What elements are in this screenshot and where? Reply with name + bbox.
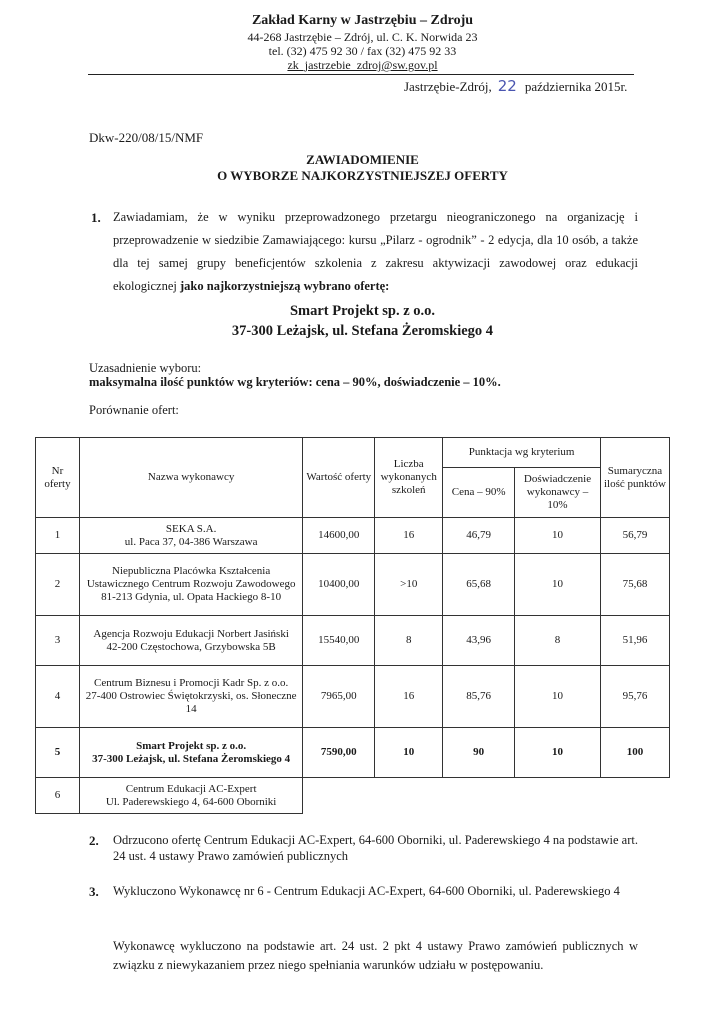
section-2-text: Odrzucono ofertę Centrum Edukacji AC-Expert, 64-600 Oborniki, ul. Paderewskiego 4 na podstawie art. 24 ust. 4 ustawy Prawo zamówień publicznych <box>113 833 638 863</box>
section-3-text: Wykluczono Wykonawcę nr 6 - Centrum Edukacji AC-Expert, 64-600 Oborniki, ul. Paderewskiego 4 <box>113 884 620 898</box>
row-total: 95,76 <box>600 666 669 728</box>
row-experience: 10 <box>515 666 601 728</box>
institution-phone: tel. (32) 475 92 30 / fax (32) 475 92 33 <box>268 44 457 58</box>
header-name: Nazwa wykonawcy <box>79 438 302 518</box>
section-2-number: 2. <box>89 833 99 848</box>
row-contractor <box>79 778 302 814</box>
row-contractor <box>79 554 302 616</box>
table-row <box>36 616 670 666</box>
row-nr: 1 <box>36 518 80 554</box>
contractor-name: Centrum Edukacji AC-Expert <box>125 782 257 795</box>
row-nr: 6 <box>36 778 80 814</box>
row-contractor <box>79 728 302 778</box>
row-value: 14600,00 <box>303 518 375 554</box>
row-price: 43,96 <box>443 616 515 666</box>
document-subtitle: O WYBORZE NAJKORZYSTNIEJSZEJ OFERTY <box>217 168 508 183</box>
justification-label: Uzasadnienie wyboru: <box>89 361 202 375</box>
contractor-address: ul. Paca 37, 04-386 Warszawa <box>124 535 258 548</box>
place-city: Jastrzębie-Zdrój, <box>404 79 492 94</box>
row-contractor <box>79 518 302 554</box>
section-1 <box>91 206 638 298</box>
section-3-detail: Wykonawcę wykluczono na podstawie art. 24 ust. 2 pkt 4 ustawy Prawo zamówień publicznych w związku z niewykazaniem przez niego spełniania warunków udziału w postępowaniu. <box>113 939 638 972</box>
row-nr: 5 <box>36 728 80 778</box>
header-price: Cena – 90% <box>443 468 515 518</box>
row-value: 10400,00 <box>303 554 375 616</box>
row-nr: 2 <box>36 554 80 616</box>
row-total: 51,96 <box>600 616 669 666</box>
header-count: Liczba wykonanych szkoleń <box>375 438 443 518</box>
row-experience: 8 <box>515 616 601 666</box>
document-title: ZAWIADOMIENIE <box>306 152 419 167</box>
contractor-address: 27-400 Ostrowiec Świętokrzyski, os. Słoneczne 14 <box>85 690 297 715</box>
row-count: 10 <box>375 728 443 778</box>
place-date <box>404 77 627 95</box>
table-header-row <box>36 438 670 468</box>
header-value: Wartość oferty <box>303 438 375 518</box>
row-count: 16 <box>375 518 443 554</box>
row-price: 65,68 <box>443 554 515 616</box>
winner-address: 37-300 Leżajsk, ul. Stefana Żeromskiego 4 <box>231 323 494 339</box>
row-count-empty <box>375 778 443 814</box>
contractor-address: 81-213 Gdynia, ul. Opata Hackiego 8-10 <box>101 591 282 603</box>
row-price-empty <box>443 778 515 814</box>
table-row <box>36 666 670 728</box>
section-3-number: 3. <box>89 884 99 899</box>
contractor-name: Centrum Biznesu i Promocji Kadr Sp. z o.o. <box>93 677 289 689</box>
justification-value: maksymalna ilość punktów wg kryteriów: cena – 90%, doświadczenie – 10%. <box>89 375 501 389</box>
row-total: 56,79 <box>600 518 669 554</box>
row-experience: 10 <box>515 554 601 616</box>
header-nr: Nr oferty <box>36 438 80 518</box>
row-price: 46,79 <box>443 518 515 554</box>
header-scoring: Punktacja wg kryterium <box>443 438 601 468</box>
row-experience: 10 <box>515 728 601 778</box>
table-row <box>36 518 670 554</box>
winner-name: Smart Projekt sp. z o.o. <box>289 303 436 319</box>
row-count: 16 <box>375 666 443 728</box>
header-experience: Doświadczenie wykonawcy – 10% <box>515 468 601 518</box>
contractor-address: 37-300 Leżajsk, ul. Stefana Żeromskiego 4 <box>92 752 291 765</box>
row-price: 90 <box>443 728 515 778</box>
section-1-number: 1. <box>91 210 101 225</box>
header-total: Sumaryczna ilość punktów <box>600 438 669 518</box>
offers-table <box>35 437 670 814</box>
header-rule <box>88 74 634 75</box>
row-total-empty <box>600 778 669 814</box>
row-total: 100 <box>600 728 669 778</box>
institution-address: 44-268 Jastrzębie – Zdrój, ul. C. K. Norwida 23 <box>247 30 478 44</box>
row-total: 75,68 <box>600 554 669 616</box>
row-experience-empty <box>515 778 601 814</box>
date-rest: października 2015r. <box>524 79 628 94</box>
comparison-label: Porównanie ofert: <box>89 403 179 417</box>
row-count: 8 <box>375 616 443 666</box>
contractor-name: Smart Projekt sp. z o.o. <box>136 739 247 752</box>
row-nr: 3 <box>36 616 80 666</box>
row-value: 7590,00 <box>303 728 375 778</box>
row-value: 15540,00 <box>303 616 375 666</box>
row-contractor <box>79 666 302 728</box>
reference-number: Dkw-220/08/15/NMF <box>89 130 204 145</box>
handwritten-day: 22 <box>497 77 517 95</box>
contractor-name: SEKA S.A. <box>165 522 217 535</box>
row-count: >10 <box>375 554 443 616</box>
institution-name: Zakład Karny w Jastrzębiu – Zdroju <box>251 13 474 28</box>
row-value-empty <box>303 778 375 814</box>
institution-email[interactable]: zk_jastrzebie_zdroj@sw.gov.pl <box>287 58 438 72</box>
table-row <box>36 554 670 616</box>
section-1-bold-tail: jako najkorzystniejszą wybrano ofertę: <box>180 279 390 293</box>
row-price: 85,76 <box>443 666 515 728</box>
table-row <box>36 778 670 814</box>
section-1-text: Zawiadamiam, że w wyniku przeprowadzonego przetargu nieograniczonego na organizację i przeprowadzenie w siedzibie Zamawiającego: kursu „Pilarz - ogrodnik” - 2 edycja, dla 10 osób, a także dla tej samej grupy beneficjentów szkolenia z zakresu aktywizacji zawodowej oraz edukacji ekologicznej <box>113 210 638 293</box>
contractor-address: Ul. Paderewskiego 4, 64-600 Oborniki <box>105 795 277 808</box>
contractor-address: 42-200 Częstochowa, Grzybowska 5B <box>106 640 276 653</box>
table-row-winner <box>36 728 670 778</box>
row-contractor <box>79 616 302 666</box>
row-nr: 4 <box>36 666 80 728</box>
contractor-name: Agencja Rozwoju Edukacji Norbert Jasiński <box>93 627 289 640</box>
row-value: 7965,00 <box>303 666 375 728</box>
row-experience: 10 <box>515 518 601 554</box>
contractor-name: Niepubliczna Placówka Kształcenia Ustawicznego Centrum Rozwoju Zawodowego <box>86 565 296 590</box>
